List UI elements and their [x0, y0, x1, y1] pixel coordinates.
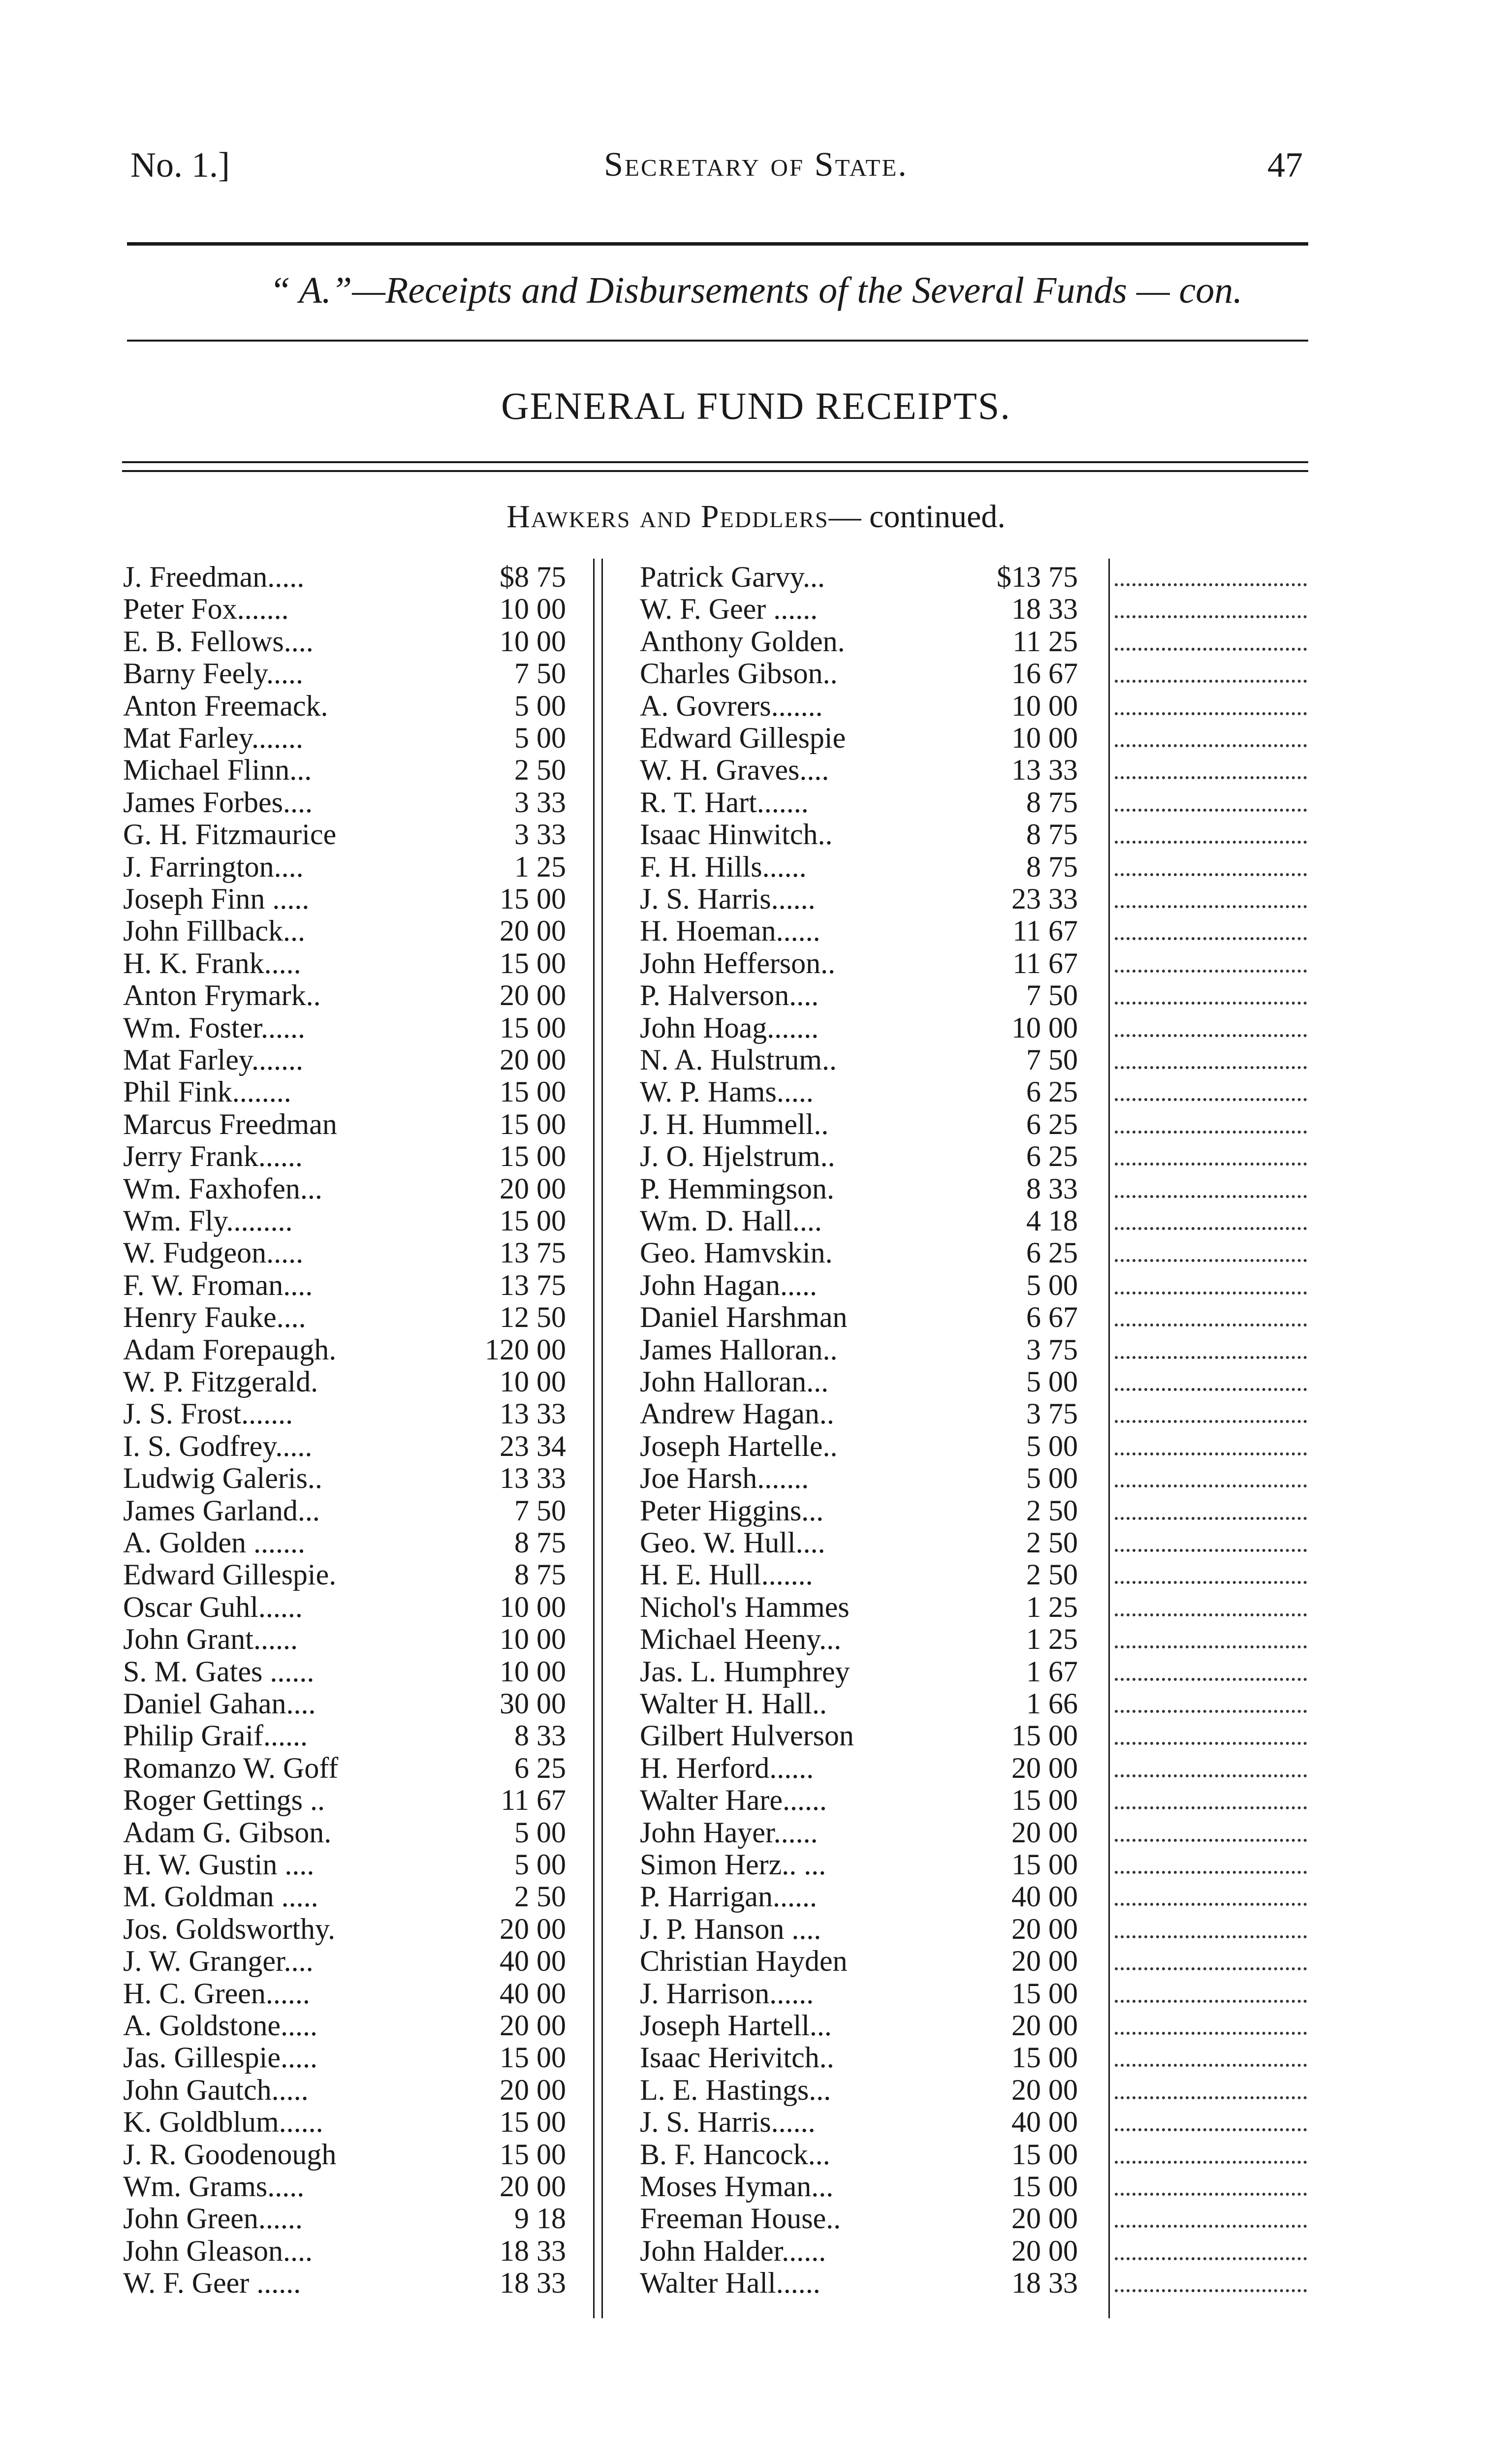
- left-row-name: Ludwig Galeris..: [123, 1462, 322, 1495]
- left-row-name: Marcus Freedman: [123, 1108, 337, 1140]
- dot-leader: [1115, 1076, 1307, 1108]
- dot-leader: [1115, 1205, 1307, 1237]
- left-row-name: John Green......: [123, 2203, 303, 2235]
- right-row-name: J. Harrison......: [640, 1977, 814, 2010]
- header-rule: [127, 242, 1308, 246]
- left-row-name: Wm. Faxhofen...: [123, 1172, 322, 1205]
- right-row-name: Isaac Hinwitch..: [640, 819, 833, 851]
- dot-leader: [1115, 915, 1307, 947]
- right-row-name: P. Harrigan......: [640, 1881, 817, 1913]
- left-row-name: Roger Gettings ..: [123, 1784, 325, 1817]
- right-row-amount: 20 00: [1011, 1912, 1078, 1945]
- right-row-name: J. P. Hanson ....: [640, 1913, 821, 1945]
- left-row-name: E. B. Fellows....: [123, 625, 314, 658]
- dot-leader: [1115, 883, 1307, 915]
- right-row-amount: 20 00: [1011, 2202, 1078, 2235]
- left-row-amount: 20 00: [500, 1043, 566, 1076]
- left-row-amount: 5 00: [514, 689, 566, 722]
- right-row-name: Walter H. Hall..: [640, 1688, 827, 1720]
- dot-leader: [1115, 1237, 1307, 1269]
- right-row-amount: 15 00: [1011, 2138, 1078, 2171]
- right-row-name: Anthony Golden.: [640, 625, 845, 658]
- right-row-amount: 3 75: [1026, 1333, 1078, 1366]
- right-row-name: P. Halverson....: [640, 979, 819, 1012]
- right-row-name: Wm. D. Hall....: [640, 1205, 822, 1237]
- right-row-name: F. H. Hills......: [640, 851, 807, 883]
- dot-leader: [1115, 1173, 1307, 1205]
- left-row-name: Adam G. Gibson.: [123, 1816, 332, 1849]
- right-row-name: H. Hoeman......: [640, 915, 820, 947]
- right-row-name: John Hagan.....: [640, 1269, 817, 1301]
- right-row-name: H. E. Hull.......: [640, 1559, 813, 1591]
- left-row-amount: 15 00: [500, 2106, 566, 2139]
- right-row-name: Walter Hare......: [640, 1784, 827, 1817]
- left-row-name: Mat Farley.......: [123, 1044, 304, 1076]
- section-rule-bottom: [122, 470, 1308, 472]
- right-row-amount: 6 25: [1026, 1140, 1078, 1173]
- left-row-amount: 18 33: [500, 2234, 566, 2267]
- dot-leader: [1115, 593, 1307, 625]
- right-row-amount: 15 00: [1011, 1784, 1078, 1817]
- left-row-amount: 8 75: [514, 1558, 566, 1591]
- dot-leader: [1115, 1108, 1307, 1140]
- left-row-name: Michael Flinn...: [123, 754, 312, 787]
- dot-leader: [1115, 1881, 1307, 1913]
- left-row-name: James Garland...: [123, 1494, 320, 1527]
- left-row-name: Mat Farley.......: [123, 722, 304, 754]
- dot-leader: [1115, 690, 1307, 722]
- dot-leader: [1115, 1366, 1307, 1398]
- left-row-name: Wm. Grams.....: [123, 2171, 305, 2203]
- right-row-name: Edward Gillespie: [640, 722, 846, 754]
- dot-leader: [1115, 2139, 1307, 2171]
- right-row-name: N. A. Hulstrum..: [640, 1044, 837, 1076]
- left-row-amount: 15 00: [500, 1075, 566, 1108]
- right-row-name: J. O. Hjelstrum..: [640, 1140, 835, 1173]
- left-row-amount: 23 34: [500, 1429, 566, 1462]
- left-row-name: Oscar Guhl......: [123, 1591, 303, 1623]
- right-row-name: Andrew Hagan..: [640, 1398, 834, 1430]
- left-row-amount: 15 00: [500, 1140, 566, 1173]
- subtitle-rule: [127, 340, 1308, 342]
- right-row-amount: 13 33: [1011, 754, 1078, 787]
- left-row-name: James Forbes....: [123, 786, 313, 819]
- right-row-amount: 16 67: [1011, 657, 1078, 690]
- left-row-amount: 13 75: [500, 1268, 566, 1301]
- dot-leader: [1115, 1495, 1307, 1527]
- right-row-amount: 20 00: [1011, 1816, 1078, 1849]
- left-row-name: Jos. Goldsworthy.: [123, 1913, 336, 1945]
- left-row-amount: 20 00: [500, 1172, 566, 1205]
- right-row-amount: 5 00: [1026, 1365, 1078, 1398]
- right-row-amount: 11 67: [1012, 915, 1078, 947]
- left-row-name: Henry Fauke....: [123, 1301, 306, 1334]
- dot-leader: [1115, 2203, 1307, 2235]
- left-row-amount: 15 00: [500, 1107, 566, 1140]
- dot-leader: [1115, 1623, 1307, 1655]
- right-row-amount: 6 67: [1026, 1301, 1078, 1334]
- left-row-name: W. F. Geer ......: [123, 2267, 301, 2300]
- left-row-name: J. S. Frost.......: [123, 1398, 293, 1430]
- right-row-name: Daniel Harshman: [640, 1301, 848, 1334]
- right-row-name: Joe Harsh.......: [640, 1462, 809, 1495]
- left-row-name: A. Golden .......: [123, 1527, 305, 1559]
- table-subtitle: “ A.”—Receipts and Disbursements of the Several Funds — con.: [269, 270, 1243, 311]
- left-row-name: H. W. Gustin ....: [123, 1849, 315, 1881]
- right-row-name: Simon Herz.. ...: [640, 1849, 826, 1881]
- subheading-main: Hawkers and Peddlers: [506, 499, 829, 535]
- right-row-amount: 20 00: [1011, 2234, 1078, 2267]
- dot-leader: [1115, 1140, 1307, 1172]
- left-row-name: M. Goldman .....: [123, 1881, 318, 1913]
- column-divider: [593, 559, 595, 2318]
- right-row-name: Michael Heeny...: [640, 1623, 842, 1656]
- left-row-amount: 20 00: [500, 979, 566, 1012]
- left-row-name: Barny Feely.....: [123, 658, 304, 690]
- right-row-amount: 1 66: [1026, 1687, 1078, 1720]
- dot-leader: [1115, 1784, 1307, 1816]
- left-row-amount: 20 00: [500, 2073, 566, 2106]
- page-number: 47: [1267, 145, 1303, 185]
- right-row-name: Charles Gibson..: [640, 658, 838, 690]
- dot-leader: [1115, 1913, 1307, 1945]
- dot-leader: [1115, 1849, 1307, 1881]
- right-row-amount: 11 25: [1012, 625, 1078, 658]
- right-row-amount: 40 00: [1011, 2106, 1078, 2139]
- right-row-amount: 10 00: [1011, 1011, 1078, 1044]
- dot-leader: [1115, 2267, 1307, 2299]
- right-row-name: John Hefferson..: [640, 947, 836, 979]
- left-row-name: John Fillback...: [123, 915, 305, 947]
- dot-leader: [1115, 2235, 1307, 2267]
- left-row-amount: 9 18: [514, 2202, 566, 2235]
- left-row-name: W. P. Fitzgerald.: [123, 1366, 318, 1398]
- right-row-amount: $13 75: [997, 561, 1078, 593]
- right-row-amount: 1 25: [1026, 1590, 1078, 1623]
- left-row-name: Peter Fox.......: [123, 593, 289, 626]
- left-row-name: A. Goldstone.....: [123, 2010, 317, 2042]
- right-row-name: Moses Hyman...: [640, 2171, 834, 2203]
- right-row-name: W. P. Hams.....: [640, 1076, 814, 1108]
- left-row-name: John Gleason....: [123, 2235, 313, 2267]
- left-row-amount: $8 75: [500, 561, 566, 593]
- dot-leader: [1115, 1462, 1307, 1494]
- dot-leader: [1115, 2042, 1307, 2074]
- left-row-amount: 6 25: [514, 1751, 566, 1784]
- dot-leader: [1115, 722, 1307, 754]
- right-row-name: John Halder......: [640, 2235, 826, 2267]
- right-row-amount: 3 75: [1026, 1397, 1078, 1430]
- left-row-name: Joseph Finn .....: [123, 883, 310, 915]
- subheading-suffix: — continued.: [828, 499, 1006, 535]
- right-row-name: Nichol's Hammes: [640, 1591, 850, 1623]
- left-row-name: Phil Fink........: [123, 1076, 291, 1108]
- right-row-name: Geo. Hamvskin.: [640, 1237, 833, 1269]
- left-row-amount: 15 00: [500, 883, 566, 915]
- left-row-amount: 40 00: [500, 1945, 566, 1978]
- right-row-name: J. S. Harris......: [640, 2106, 816, 2139]
- right-row-name: J. H. Hummell..: [640, 1108, 829, 1140]
- left-row-amount: 20 00: [500, 1912, 566, 1945]
- right-row-amount: 7 50: [1026, 1043, 1078, 1076]
- right-row-amount: 15 00: [1011, 1719, 1078, 1752]
- dot-leader: [1115, 1591, 1307, 1623]
- right-row-amount: 20 00: [1011, 1945, 1078, 1978]
- dot-leader: [1115, 1012, 1307, 1044]
- left-row-name: John Gautch.....: [123, 2074, 309, 2106]
- right-row-name: Freeman House..: [640, 2203, 841, 2235]
- right-row-name: John Hoag.......: [640, 1011, 819, 1044]
- right-row-name: Gilbert Hulverson: [640, 1720, 854, 1752]
- left-row-name: Anton Frymark..: [123, 979, 321, 1012]
- left-row-amount: 10 00: [500, 1655, 566, 1688]
- left-row-name: J. Farrington....: [123, 851, 304, 883]
- left-row-amount: 7 50: [514, 657, 566, 690]
- dot-leader: [1115, 2074, 1307, 2106]
- right-row-name: John Hayer......: [640, 1816, 818, 1849]
- right-row-amount: 6 25: [1026, 1075, 1078, 1108]
- right-row-name: J. S. Harris......: [640, 883, 816, 915]
- left-row-name: F. W. Froman....: [123, 1269, 313, 1301]
- dot-leader: [1115, 787, 1307, 819]
- right-row-amount: 6 25: [1026, 1107, 1078, 1140]
- right-row-name: Geo. W. Hull....: [640, 1527, 825, 1559]
- left-row-name: Philip Graif......: [123, 1720, 308, 1752]
- right-row-amount: 10 00: [1011, 689, 1078, 722]
- section-rule-top: [122, 461, 1308, 463]
- dot-leader: [1115, 1527, 1307, 1559]
- right-row-amount: 8 75: [1026, 786, 1078, 819]
- right-row-name: P. Hemmingson.: [640, 1172, 835, 1205]
- left-row-name: J. W. Granger....: [123, 1945, 314, 1978]
- left-row-name: Adam Forepaugh.: [123, 1333, 337, 1366]
- left-row-amount: 20 00: [500, 2170, 566, 2203]
- dot-leader: [1115, 1398, 1307, 1430]
- left-row-amount: 15 00: [500, 2041, 566, 2074]
- left-row-amount: 15 00: [500, 947, 566, 979]
- left-row-name: Wm. Foster......: [123, 1011, 305, 1044]
- left-row-name: J. Freedman.....: [123, 561, 305, 593]
- left-row-name: K. Goldblum......: [123, 2106, 323, 2139]
- left-row-name: H. K. Frank.....: [123, 947, 301, 979]
- dot-leader: [1115, 561, 1307, 593]
- right-row-amount: 20 00: [1011, 1751, 1078, 1784]
- left-row-amount: 20 00: [500, 915, 566, 947]
- right-row-amount: 15 00: [1011, 2041, 1078, 2074]
- left-row-amount: 15 00: [500, 2138, 566, 2171]
- page-header-left: No. 1.]: [130, 145, 230, 185]
- right-row-amount: 2 50: [1026, 1526, 1078, 1559]
- left-row-amount: 5 00: [514, 722, 566, 754]
- left-row-amount: 120 00: [485, 1333, 566, 1366]
- right-row-name: Isaac Herivitch..: [640, 2042, 834, 2074]
- right-row-name: James Halloran..: [640, 1333, 838, 1366]
- right-row-name: Christian Hayden: [640, 1945, 848, 1978]
- dot-leader: [1115, 658, 1307, 690]
- right-row-amount: 15 00: [1011, 1848, 1078, 1881]
- right-row-name: L. E. Hastings...: [640, 2074, 831, 2106]
- right-row-amount: 15 00: [1011, 2170, 1078, 2203]
- dot-leader: [1115, 1817, 1307, 1849]
- left-row-amount: 15 00: [500, 1204, 566, 1237]
- column-divider: [601, 559, 603, 2318]
- right-row-name: B. F. Hancock...: [640, 2138, 830, 2171]
- dot-leader: [1115, 947, 1307, 979]
- dot-leader: [1115, 1334, 1307, 1366]
- left-row-amount: 12 50: [500, 1301, 566, 1334]
- left-row-name: Edward Gillespie.: [123, 1559, 337, 1591]
- right-row-amount: 8 75: [1026, 850, 1078, 883]
- dot-leader: [1115, 1656, 1307, 1688]
- left-row-amount: 10 00: [500, 1623, 566, 1656]
- right-row-name: Peter Higgins...: [640, 1494, 824, 1527]
- dot-leader: [1115, 1559, 1307, 1591]
- section-title: GENERAL FUND RECEIPTS.: [501, 384, 1011, 427]
- right-row-amount: 8 75: [1026, 818, 1078, 851]
- right-row-name: Jas. L. Humphrey: [640, 1655, 850, 1688]
- left-row-name: Wm. Fly.........: [123, 1205, 293, 1237]
- dot-leader: [1115, 851, 1307, 883]
- right-row-amount: 8 33: [1026, 1172, 1078, 1205]
- right-row-amount: 15 00: [1011, 1977, 1078, 2010]
- left-row-name: Jerry Frank......: [123, 1140, 303, 1173]
- left-row-name: S. M. Gates ......: [123, 1655, 315, 1688]
- page-header-title: Secretary of State.: [604, 146, 908, 184]
- subheading: [0, 497, 1512, 536]
- right-row-name: John Halloran...: [640, 1366, 829, 1398]
- dot-leader: [1115, 1688, 1307, 1720]
- right-row-amount: 23 33: [1011, 883, 1078, 915]
- right-row-name: Patrick Garvy...: [640, 561, 825, 593]
- right-row-name: Joseph Hartell...: [640, 2010, 832, 2042]
- right-row-amount: 2 50: [1026, 1558, 1078, 1591]
- left-row-amount: 7 50: [514, 1494, 566, 1527]
- right-row-name: A. Govrers.......: [640, 690, 823, 722]
- right-row-name: H. Herford......: [640, 1752, 814, 1784]
- left-row-amount: 5 00: [514, 1816, 566, 1849]
- right-row-amount: 6 25: [1026, 1236, 1078, 1269]
- left-row-amount: 10 00: [500, 1590, 566, 1623]
- left-row-amount: 10 00: [500, 593, 566, 626]
- right-row-amount: 5 00: [1026, 1429, 1078, 1462]
- dot-leader: [1115, 979, 1307, 1011]
- left-row-amount: 20 00: [500, 2009, 566, 2042]
- left-row-amount: 3 33: [514, 786, 566, 819]
- left-row-amount: 40 00: [500, 1977, 566, 2010]
- dot-leader: [1115, 1978, 1307, 2010]
- left-row-name: G. H. Fitzmaurice: [123, 819, 337, 851]
- left-row-name: Romanzo W. Goff: [123, 1752, 339, 1784]
- left-row-amount: 2 50: [514, 754, 566, 787]
- left-row-name: I. S. Godfrey.....: [123, 1430, 313, 1462]
- right-row-name: W. H. Graves....: [640, 754, 829, 787]
- right-row-amount: 1 25: [1026, 1623, 1078, 1656]
- right-row-amount: 2 50: [1026, 1494, 1078, 1527]
- left-row-name: John Grant......: [123, 1623, 298, 1656]
- right-row-amount: 11 67: [1012, 947, 1078, 979]
- right-row-name: Joseph Hartelle..: [640, 1430, 838, 1462]
- dot-leader: [1115, 1752, 1307, 1784]
- dot-leader: [1115, 2171, 1307, 2203]
- dot-leader: [1115, 754, 1307, 786]
- right-row-amount: 7 50: [1026, 979, 1078, 1012]
- dot-leader: [1115, 2106, 1307, 2138]
- left-row-amount: 30 00: [500, 1687, 566, 1720]
- right-row-name: Walter Hall......: [640, 2267, 820, 2300]
- dot-leader: [1115, 1269, 1307, 1301]
- left-row-name: Jas. Gillespie.....: [123, 2042, 317, 2074]
- right-row-amount: 5 00: [1026, 1268, 1078, 1301]
- left-row-amount: 18 33: [500, 2267, 566, 2300]
- right-row-name: R. T. Hart.......: [640, 786, 809, 819]
- dot-leader: [1115, 1945, 1307, 1977]
- left-row-amount: 8 75: [514, 1526, 566, 1559]
- left-row-amount: 13 33: [500, 1462, 566, 1495]
- left-row-amount: 8 33: [514, 1719, 566, 1752]
- column-divider: [1108, 559, 1110, 2318]
- left-row-amount: 2 50: [514, 1880, 566, 1913]
- right-row-amount: 5 00: [1026, 1462, 1078, 1495]
- left-row-amount: 10 00: [500, 1365, 566, 1398]
- right-row-amount: 18 33: [1011, 593, 1078, 626]
- left-row-amount: 5 00: [514, 1848, 566, 1881]
- right-row-amount: 20 00: [1011, 2073, 1078, 2106]
- right-row-amount: 18 33: [1011, 2267, 1078, 2300]
- left-row-amount: 1 25: [514, 850, 566, 883]
- left-row-amount: 10 00: [500, 625, 566, 658]
- right-row-name: W. F. Geer ......: [640, 593, 818, 626]
- left-row-amount: 13 33: [500, 1397, 566, 1430]
- left-row-name: W. Fudgeon.....: [123, 1237, 304, 1269]
- right-row-amount: 40 00: [1011, 1880, 1078, 1913]
- dot-leader: [1115, 819, 1307, 851]
- left-row-amount: 15 00: [500, 1011, 566, 1044]
- dot-leader: [1115, 2010, 1307, 2042]
- dot-leader: [1115, 1044, 1307, 1076]
- dot-leader: [1115, 1301, 1307, 1333]
- dot-leader: [1115, 1430, 1307, 1462]
- left-row-amount: 13 75: [500, 1236, 566, 1269]
- right-row-amount: 10 00: [1011, 722, 1078, 754]
- right-row-amount: 20 00: [1011, 2009, 1078, 2042]
- left-row-amount: 11 67: [501, 1784, 566, 1817]
- left-row-amount: 3 33: [514, 818, 566, 851]
- left-row-name: J. R. Goodenough: [123, 2138, 337, 2171]
- right-row-amount: 4 18: [1026, 1204, 1078, 1237]
- left-row-name: Anton Freemack.: [123, 690, 328, 722]
- left-row-name: H. C. Green......: [123, 1977, 310, 2010]
- dot-leader: [1115, 1720, 1307, 1752]
- right-row-amount: 1 67: [1026, 1655, 1078, 1688]
- left-row-name: Daniel Gahan....: [123, 1688, 316, 1720]
- dot-leader: [1115, 626, 1307, 658]
